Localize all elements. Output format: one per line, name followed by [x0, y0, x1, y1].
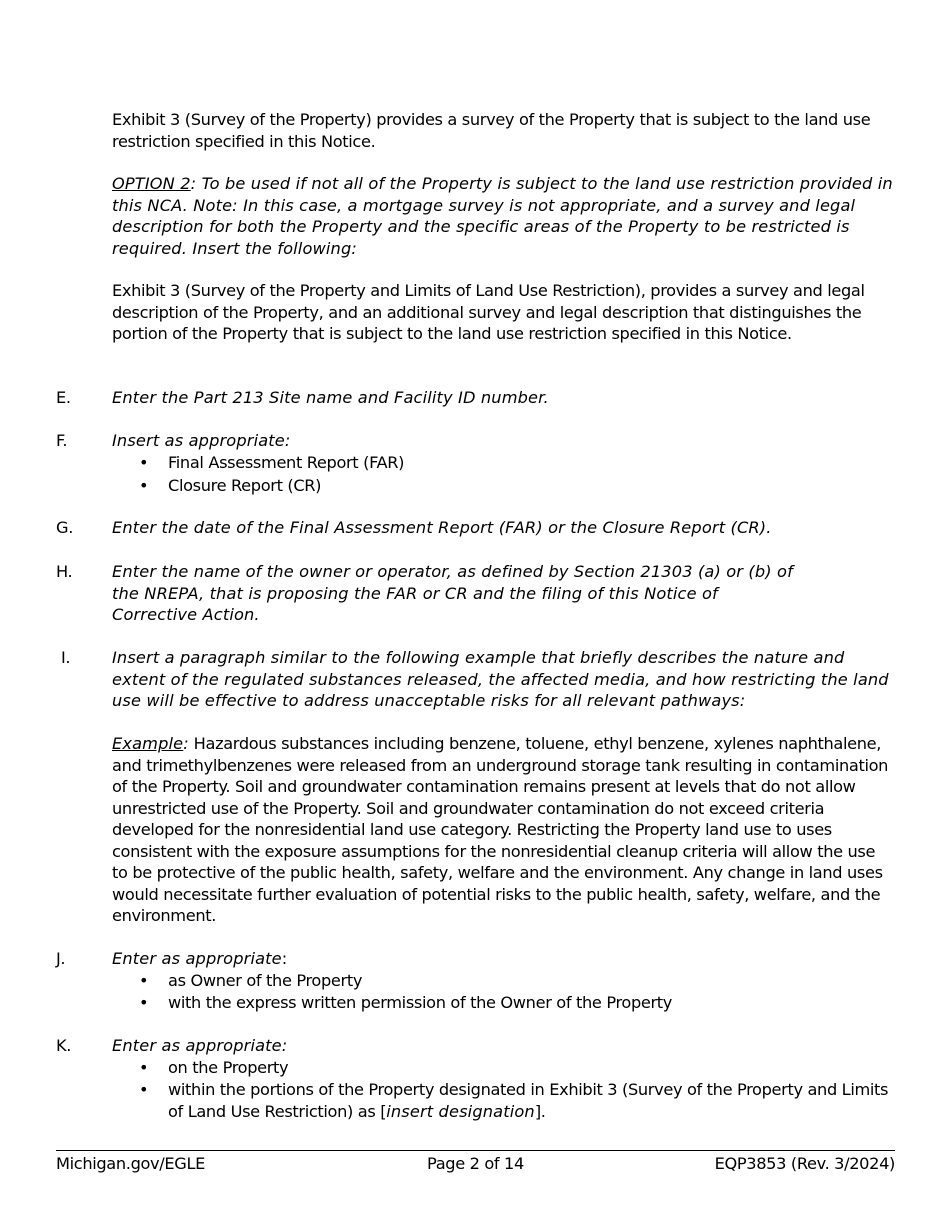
- item-j: [112, 948, 894, 1014]
- page-footer: [56, 1153, 895, 1175]
- list-item-text: within the portions of the Property designated in Exhibit 3 (Survey of the Property and Limits of Land Use Restriction) as [: [168, 1080, 889, 1121]
- bullet-icon: •: [139, 970, 149, 990]
- example-text: Hazardous substances including benzene, toluene, ethyl benzene, xylenes naphthalene, and trimethylbenzenes were released from an underground storage tank resulting in contamination of the Property. Soil and groundwater contamination remains present at levels that do not allow unrestricted use of the Property. Soil and groundwater contamination do not exceed criteria developed for the nonresidential land use category. Restricting the Property land use to uses consistent with the exposure assumptions for the nonresidential cleanup criteria will allow the use to be protective of the public health, safety, welfare and the environment. Any change in land uses would necessitate further evaluation of potential risks to the public health, safety, welfare, and the environment.: [112, 734, 889, 925]
- list-item: [112, 475, 894, 497]
- item-k-bullet-list: [112, 1057, 894, 1123]
- item-f: [112, 430, 894, 497]
- footer-page-number: Page 2 of 14: [427, 1154, 524, 1173]
- exhibit3-option1-paragraph: Exhibit 3 (Survey of the Property) provides a survey of the Property that is subject to the land use restriction specified in this Notice.: [112, 110, 871, 151]
- list-item: [112, 1057, 894, 1079]
- item-k: [112, 1035, 894, 1122]
- item-j-heading: [112, 948, 894, 970]
- footer-form-number: EQP3853 (Rev. 3/2024): [714, 1154, 895, 1173]
- insert-designation-text: insert designation: [386, 1101, 535, 1121]
- bullet-icon: •: [139, 993, 149, 1012]
- item-f-bullet-list: [112, 452, 894, 497]
- item-letter-g: G.: [56, 518, 73, 537]
- list-item: [112, 452, 894, 474]
- footer-divider: [56, 1150, 895, 1151]
- item-h-line-2: the NREPA, that is proposing the FAR or CR and the filing of this Notice of: [112, 583, 718, 603]
- exhibit3-option2-paragraph: Exhibit 3 (Survey of the Property and Limits of Land Use Restriction), provides a survey and legal description of the Property, and an additional survey and legal description that distinguishes the portion of the Property that is subject to the land use restriction specified in this Notice.: [112, 281, 865, 343]
- item-h-line-3: Corrective Action.: [112, 605, 260, 624]
- list-item-text: Closure Report (CR): [168, 476, 322, 495]
- option2-label: OPTION 2: [112, 174, 191, 193]
- item-j-bullet-list: [112, 970, 894, 1014]
- list-item: [112, 992, 894, 1014]
- item-letter-i: I.: [61, 648, 71, 667]
- option2-text: : To be used if not all of the Property is subject to the land use restriction provided in this NCA. Note: In this case, a mortgage survey is not appropriate, and a survey and legal description for both the Property and the specific areas of the Property to be restricted is required. Insert the following:: [112, 174, 893, 258]
- list-item-text: Final Assessment Report (FAR): [168, 452, 405, 472]
- item-f-text: Insert as appropriate:: [112, 431, 291, 450]
- item-letter-f: F.: [56, 431, 68, 450]
- bullet-icon: •: [139, 452, 149, 472]
- list-item: [112, 1079, 894, 1122]
- bullet-icon: •: [139, 1080, 149, 1099]
- item-h-text: [112, 561, 894, 626]
- item-letter-e: E.: [56, 388, 71, 407]
- footer-website: Michigan.gov/EGLE: [56, 1154, 206, 1173]
- example-label: Example: [112, 734, 184, 753]
- bullet-icon: •: [139, 476, 149, 495]
- item-g-text: Enter the date of the Final Assessment Report (FAR) or the Closure Report (CR).: [112, 518, 772, 537]
- example-paragraph: [112, 733, 894, 927]
- list-item-text: with the express written permission of the Owner of the Property: [168, 993, 673, 1012]
- list-item-text-end: ].: [534, 1101, 546, 1121]
- item-i-text: Insert a paragraph similar to the following example that briefly describes the nature and extent of the regulated substances released, the affected media, and how restricting the land use will be effective to address unacceptable risks for all relevant pathways:: [112, 648, 889, 710]
- list-item-text: on the Property: [168, 1057, 289, 1077]
- item-k-text: Enter as appropriate:: [112, 1036, 288, 1055]
- list-item: [112, 970, 894, 992]
- option2-paragraph: [112, 173, 894, 259]
- item-h-line-1: Enter the name of the owner or operator, as defined by Section 21303 (a) or (b) of: [112, 562, 793, 581]
- item-j-colon: :: [281, 949, 287, 968]
- item-letter-j: J.: [56, 949, 66, 968]
- item-letter-k: K.: [56, 1036, 72, 1055]
- item-e-text: Enter the Part 213 Site name and Facility ID number.: [112, 388, 549, 407]
- list-item-text: as Owner of the Property: [168, 970, 363, 990]
- item-letter-h: H.: [56, 562, 73, 581]
- item-j-text: Enter as appropriate: [112, 949, 282, 968]
- bullet-icon: •: [139, 1057, 149, 1077]
- example-colon: :: [183, 734, 189, 753]
